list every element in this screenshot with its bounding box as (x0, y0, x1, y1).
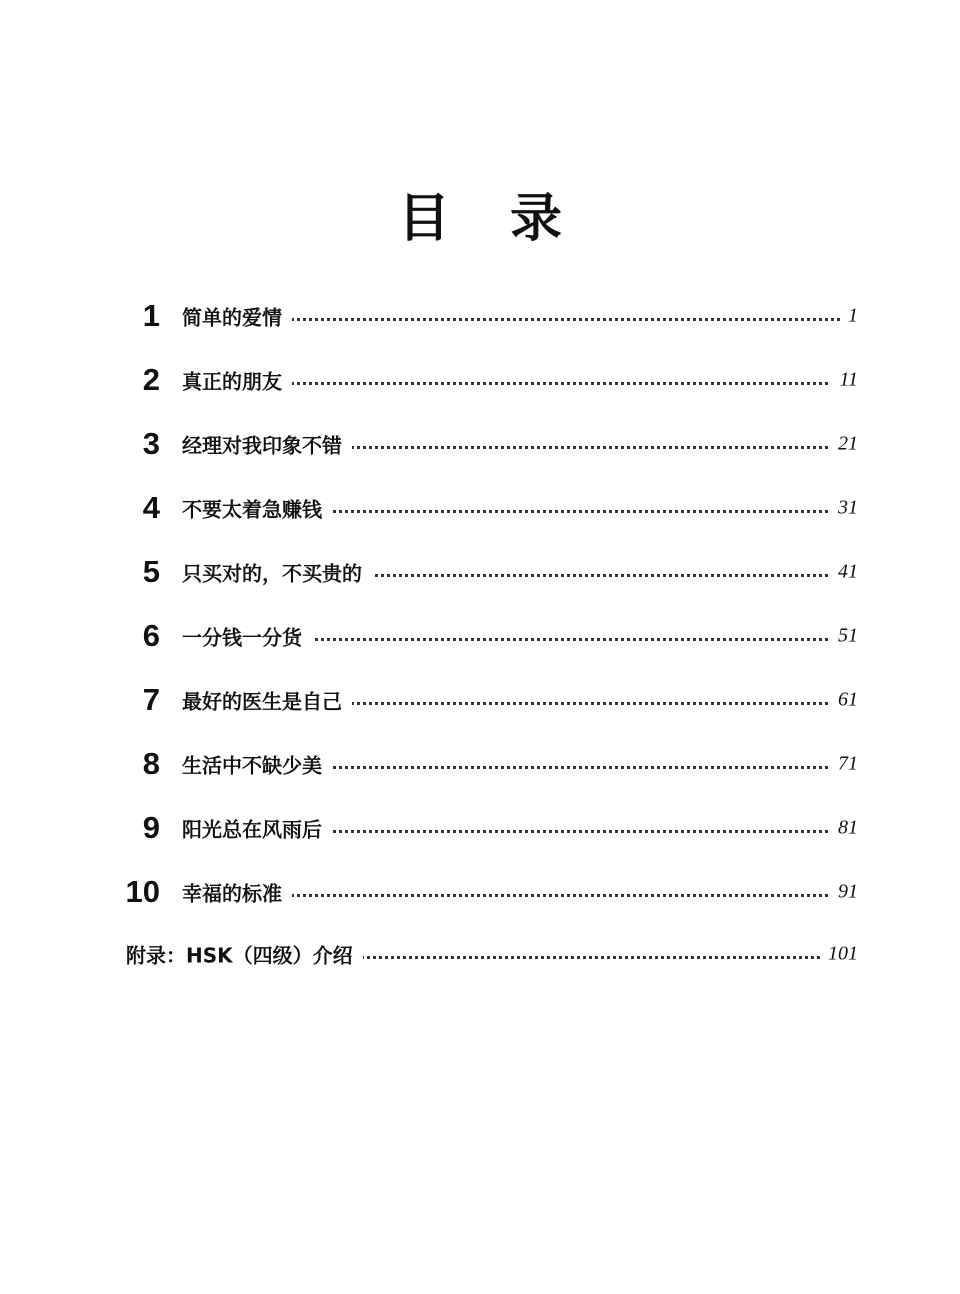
toc-entry-1[interactable] (0, 284, 960, 348)
toc-entry-6[interactable] (0, 604, 960, 668)
toc-entry-9[interactable] (0, 796, 960, 860)
chapter-number: 3 (142, 426, 160, 461)
toc-entry-appendix[interactable] (0, 922, 960, 986)
toc-list (0, 284, 960, 924)
chapter-title: 阳光总在风雨后 (182, 814, 332, 843)
chapter-number: 6 (142, 618, 160, 653)
chapter-number: 9 (142, 810, 160, 845)
chapter-number: 10 (125, 874, 160, 909)
page-number: 81 (830, 817, 858, 840)
chapter-title: 不要太着急赚钱 (182, 494, 332, 523)
chapter-title: 只买对的，不买贵的 (182, 558, 372, 587)
toc-entry-3[interactable] (0, 412, 960, 476)
chapter-title: 生活中不缺少美 (182, 750, 332, 779)
page-number: 61 (830, 689, 858, 712)
page-number: 51 (830, 625, 858, 648)
chapter-title: 最好的医生是自己 (182, 686, 352, 715)
chapter-title: 真正的朋友 (182, 366, 292, 395)
chapter-number: 5 (142, 554, 160, 589)
chapter-number: 8 (142, 746, 160, 781)
chapter-title: 简单的爱情 (182, 302, 292, 331)
chapter-title: 一分钱一分货 (182, 622, 312, 651)
toc-entry-5[interactable] (0, 540, 960, 604)
appendix-title: 附录：HSK（四级）介绍 (126, 940, 363, 969)
toc-entry-8[interactable] (0, 732, 960, 796)
title-char-1: 目 (397, 189, 450, 249)
page-number: 31 (830, 497, 858, 520)
toc-entry-2[interactable] (0, 348, 960, 412)
toc-entry-4[interactable] (0, 476, 960, 540)
chapter-number: 7 (142, 682, 160, 717)
toc-entry-7[interactable] (0, 668, 960, 732)
page-title (0, 176, 960, 251)
chapter-title: 经理对我印象不错 (182, 430, 352, 459)
chapter-number: 2 (142, 362, 160, 397)
page-number: 91 (830, 881, 858, 904)
page-number: 101 (820, 943, 858, 966)
page-number: 71 (830, 753, 858, 776)
title-char-2: 录 (510, 189, 563, 249)
page-number: 1 (840, 305, 858, 328)
page-number: 11 (831, 369, 858, 392)
page-number: 41 (830, 561, 858, 584)
page-number: 21 (830, 433, 858, 456)
toc-entry-10[interactable] (0, 860, 960, 924)
chapter-title: 幸福的标准 (182, 878, 292, 907)
chapter-number: 1 (142, 298, 160, 333)
chapter-number: 4 (142, 490, 160, 525)
